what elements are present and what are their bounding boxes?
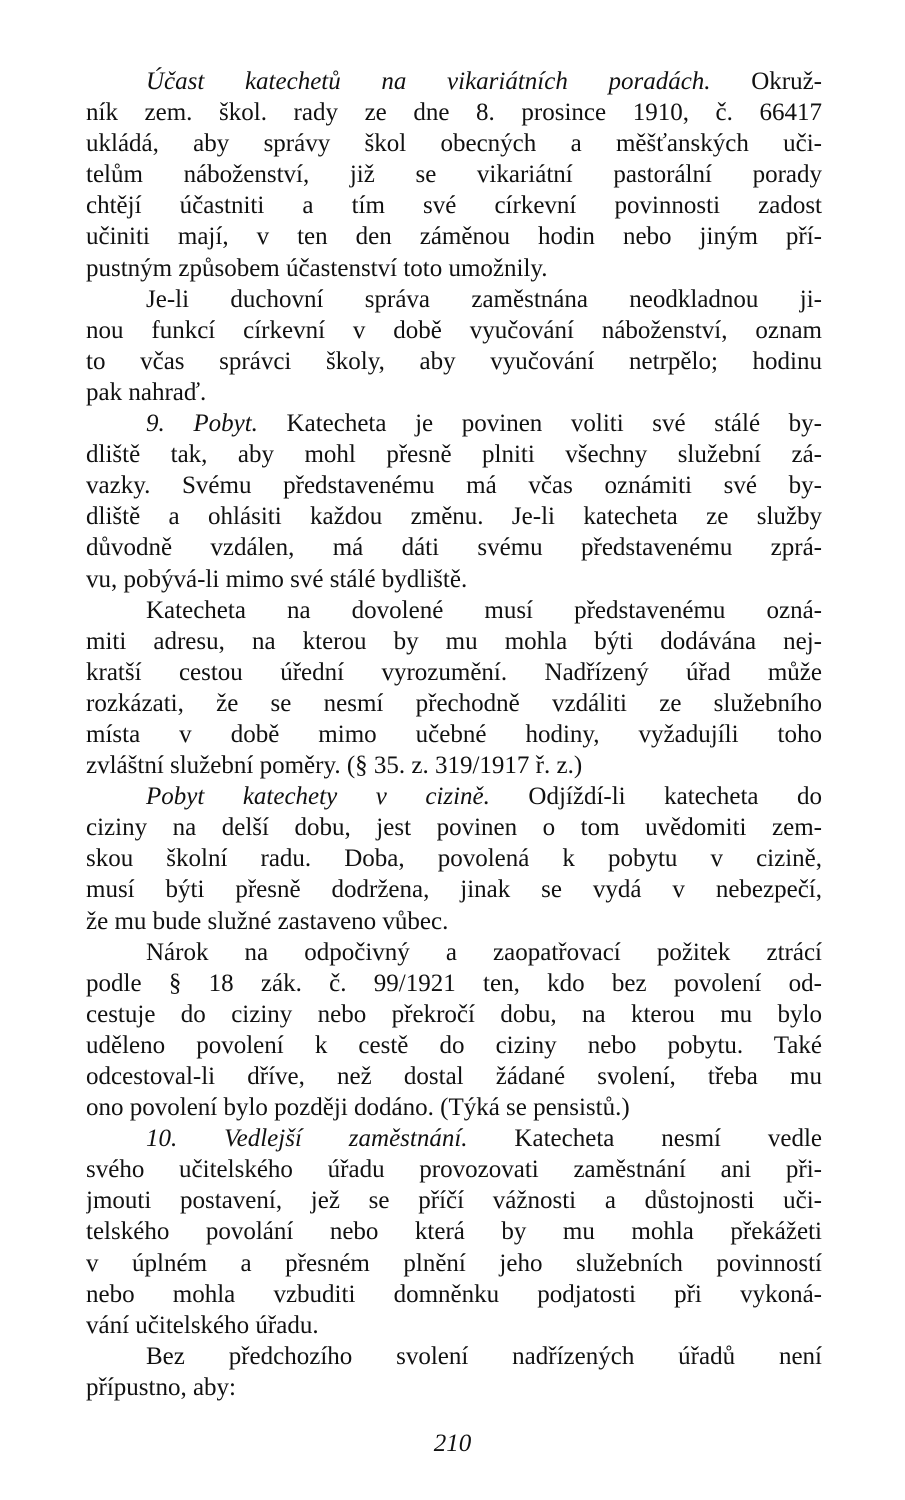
text-line <box>86 532 822 563</box>
line-text: to včas správci školy, aby vyučování netrpělo; hodinu <box>86 347 822 375</box>
text-line <box>86 470 822 501</box>
text-line <box>86 159 822 190</box>
line-text: odcestoval-li dříve, než dostal žádané svolení, třeba mu <box>86 1063 822 1090</box>
text-line <box>86 999 822 1030</box>
paragraph <box>86 937 822 1124</box>
text-line <box>86 66 822 97</box>
text-line <box>86 1030 822 1061</box>
text-line <box>86 812 822 843</box>
line-text: ukládá, aby správy škol obecných a měšťanských uči- <box>86 130 822 158</box>
line-text: ciziny na delší dobu, jest povinen o tom uvědomiti zem- <box>86 814 822 842</box>
line-text: svého učitelského úřadu provozovati zaměstnání ani při- <box>86 1156 822 1184</box>
paragraph <box>86 66 822 284</box>
line-text: že mu bude služné zastaveno vůbec. <box>86 907 449 935</box>
page-number: 210 <box>433 1430 472 1457</box>
line-text: Je-li duchovní správa zaměstnána neodkladnou ji- <box>146 285 822 313</box>
line-text: Nárok na odpočivný a zaopatřovací požitek ztrácí <box>146 938 822 966</box>
text-line <box>86 221 822 252</box>
line-text: vu, pobývá-li mimo své stálé bydliště. <box>86 565 468 593</box>
paragraph <box>86 781 822 936</box>
paragraph <box>86 408 822 595</box>
text-line <box>86 1372 822 1403</box>
text-line <box>86 1279 822 1310</box>
text-line <box>86 1341 822 1372</box>
section-heading: 10. Vedlejší zaměstnání. <box>146 1125 468 1153</box>
line-text: důvodně vzdálen, má dáti svému představenému zprá- <box>86 534 822 562</box>
line-text: dliště a ohlásiti každou změnu. Je-li katecheta ze služby <box>86 503 822 531</box>
line-text: rozkázati, že se nesmí přechodně vzdáliti ze služebního <box>86 689 822 717</box>
line-text: dliště tak, aby mohl přesně plniti všechny služební zá- <box>86 441 822 469</box>
line-text: vání učitelského úřadu. <box>86 1311 319 1339</box>
line-text: vazky. Svému představenému má včas oznámiti své by- <box>86 472 822 500</box>
text-line <box>86 1310 822 1341</box>
line-text: pak nahraď. <box>86 378 207 406</box>
line-text: ono povolení bylo později dodáno. (Týká se pensistů.) <box>86 1094 630 1122</box>
text-line <box>86 968 822 999</box>
line-text: musí býti přesně dodržena, jinak se vydá v nebezpečí, <box>86 876 822 904</box>
line-text: pustným způsobem účastenství toto umožnily. <box>86 254 548 282</box>
text-line <box>86 657 822 688</box>
text-line <box>86 750 822 781</box>
text-line <box>86 564 822 595</box>
text-line <box>86 1216 822 1247</box>
line-text: Bez předchozího svolení nadřízených úřadů není <box>146 1342 822 1370</box>
paragraph <box>86 595 822 782</box>
text-line <box>86 688 822 719</box>
section-heading: Pobyt katechety v cizině. <box>146 783 490 811</box>
line-text: telům náboženství, již se vikariátní pastorální porady <box>86 161 822 189</box>
text-line <box>86 595 822 626</box>
text-line <box>86 1123 822 1154</box>
text-line <box>86 501 822 532</box>
line-text: nebo mohla vzbuditi domněnku podjatosti při vykoná- <box>86 1280 822 1308</box>
line-text: nou funkcí církevní v době vyučování náboženství, oznam <box>86 316 822 344</box>
text-line <box>86 1185 822 1216</box>
text-line <box>86 253 822 284</box>
text-line <box>86 719 822 750</box>
section-heading: 9. Pobyt. <box>146 410 258 438</box>
line-text: skou školní radu. Doba, povolená k pobytu v cizině, <box>86 845 822 873</box>
line-text: cestuje do ciziny nebo překročí dobu, na kterou mu bylo <box>86 1000 822 1028</box>
line-text: učiniti mají, v ten den záměnou hodin nebo jiným pří- <box>86 223 822 251</box>
text-line <box>86 1092 822 1123</box>
text-line <box>86 97 822 128</box>
line-text: ník zem. škol. rady ze dne 8. prosince 1910, č. 66417 <box>86 99 822 127</box>
line-text: místa v době mimo učebné hodiny, vyžadujíli toho <box>86 720 822 748</box>
line-text: Katecheta nesmí vedle <box>467 1125 822 1153</box>
line-text: chtějí účastniti a tím své církevní povinnosti zadost <box>86 192 822 220</box>
text-line <box>86 781 822 812</box>
text-line <box>86 906 822 937</box>
line-text: přípustno, aby: <box>86 1373 236 1401</box>
line-text: podle § 18 zák. č. 99/1921 ten, kdo bez povolení od- <box>86 969 822 997</box>
text-line <box>86 1061 822 1092</box>
line-text: v úplném a přesném plnění jeho služebních povinností <box>86 1249 822 1277</box>
text-line <box>86 626 822 657</box>
line-text: jmouti postavení, jež se příčí vážnosti a důstojnosti uči- <box>86 1187 822 1215</box>
text-line <box>86 315 822 346</box>
line-text: zvláštní služební poměry. (§ 35. z. 319/1917 ř. z.) <box>86 752 583 780</box>
text-line <box>86 346 822 377</box>
text-line <box>86 284 822 315</box>
text-line <box>86 439 822 470</box>
page-body <box>86 66 822 1403</box>
text-line <box>86 190 822 221</box>
line-text: Odjíždí-li katecheta do <box>489 783 822 811</box>
paragraph <box>86 1341 822 1403</box>
text-line <box>86 377 822 408</box>
text-line <box>86 937 822 968</box>
line-text: Okruž- <box>710 68 822 95</box>
line-text: miti adresu, na kterou by mu mohla býti dodávána nej- <box>86 627 822 655</box>
line-text: Katecheta na dovolené musí představenému ozná- <box>146 596 822 624</box>
text-line <box>86 1248 822 1279</box>
text-line <box>86 874 822 905</box>
text-line <box>86 843 822 874</box>
paragraph <box>86 1123 822 1341</box>
line-text: kratší cestou úřední vyrozumění. Nadřízený úřad může <box>86 658 822 686</box>
line-text: Katecheta je povinen voliti své stálé by- <box>257 410 822 438</box>
paragraph <box>86 284 822 408</box>
text-line <box>86 1154 822 1185</box>
section-heading: Účast katechetů na vikariátních poradách. <box>146 68 711 95</box>
line-text: telského povolání nebo která by mu mohla překážeti <box>86 1218 822 1246</box>
text-line <box>86 128 822 159</box>
text-line <box>86 408 822 439</box>
line-text: uděleno povolení k cestě do ciziny nebo pobytu. Také <box>86 1031 822 1059</box>
